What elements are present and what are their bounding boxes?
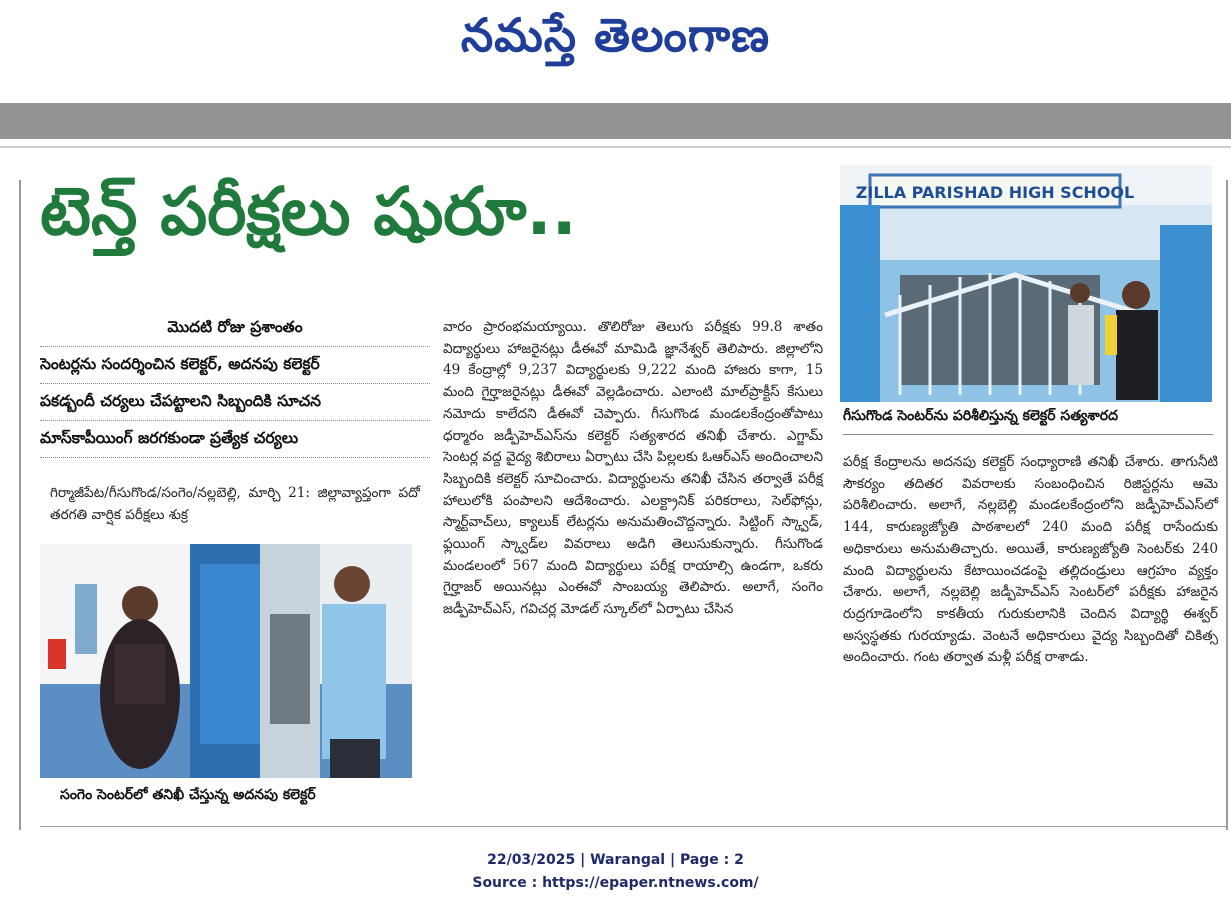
photo-geesugonda-center xyxy=(840,165,1212,402)
subheading: సెంటర్లను సందర్శించిన కలెక్టర్, అదనపు కలెక్టర్ xyxy=(40,347,430,384)
subheading: పకడ్బందీ చర్యలు చేపట్టాలని సిబ్బందికి సూచన xyxy=(40,384,430,421)
article-dateline: గిర్మాజీపేట/గీసుగొండ/సంగెం/నల్లబెల్లి, మార్చి 21: జిల్లావ్యాప్తంగా పదో తరగతి వార్షిక పరీక్షలు శుక్ర xyxy=(50,485,420,523)
photo-illustration xyxy=(40,544,412,778)
subheading: మొదటి రోజు ప్రశాంతం xyxy=(40,310,430,347)
source-link[interactable]: Source : https://epaper.ntnews.com/ xyxy=(472,875,759,891)
article-column: వారం ప్రారంభమయ్యాయి. తొలిరోజు తెలుగు పరీక్షకు 99.8 శాతం విద్యార్థులు హాజరైనట్లు డీఈవో మామిడి జ్ఞానేశ్వర్ తెలిపారు. జిల్లాలోని 49 కేంద్రాల్లో 9,237 విద్యార్థులకు 9,222 మంది హాజరు కాగా, 15 మంది గైర్హాజరైనట్లు డీఈవో వెల్లడించారు. ఎలాంటి మాల్‌ప్రాక్టీస్ కేసులు నమోదు కాలేదని డీఈవో చెప్పారు. గీసుగొండ మండలకేంద్రంతోపాటు ధర్మారం జడ్పీహెచ్ఎస్‌ను కలెక్టర్ సత్యశారద తనిఖీ చేశారు. ఎగ్జామ్ సెంటర్ల వద్ద వైద్య శిబిరాలు ఏర్పాటు చేసి పిల్లలకు ఓఆర్ఎస్ అందించాలని సిబ్బందికి కలెక్టర్ సూచించారు. విద్యార్థులను తనిఖీ చేసిన తర్వాతే పరీక్ష హాలులోకి పంపాలని ఆదేశించారు. ఎలక్ట్రానిక్ పరికరాలు, సెల్‌ఫోన్లు, స్మార్ట్‌వాచ్‌లు, క్యాలుక్ లేటర్లను అనుమతించొద్దన్నారు. సిట్టింగ్ స్క్వాడ్, ఫ్లయింగ్ స్క్వాడ్‌ల వివరాలు అడిగి తెలుసుకున్నారు. గీసుగొండ మండలంలో 567 మంది విద్యార్థులు పరీక్ష రాయాల్సి ఉండగా, ఒకరు గైర్హాజర్ అయినట్లు ఎంఈవో సాంబయ్య తెలిపారు. అలాగే, సంగెం జడ్పీహెచ్ఎస్, గవిచర్ల మోడల్ స్కూల్‌లో ఏర్పాటు చేసిన xyxy=(443,319,823,618)
right-border xyxy=(1226,180,1228,830)
article-column: పరీక్ష కేంద్రాలను అదనపు కలెక్టర్ సంధ్యారాణి తనిఖీ చేశారు. తాగునీటి సౌకర్యం తదితర వివరాలకు సంబంధించిన రిజిస్టర్లను ఆమె పరిశీలించారు. అలాగే, నల్లబెల్లి మండలకేంద్రంలోని జడ్పీహెచ్ఎస్‌లో 144, కారుణ్యజ్యోతి పాఠశాలలో 240 మంది పరీక్ష రాసేందుకు అధికారులు అనుమతిచ్చారు. అయితే, కారుణ్యజ్యోతి సెంటర్‌కు 240 మంది విద్యార్థులను కేటాయించడంపై తల్లిదండ్రులు ఆగ్రహం వ్యక్తం చేశారు. అలాగే, నల్లబెల్లి జడ్పీహెచ్ఎస్ సెంటర్‌లో పరీక్షకు హాజరైన రుద్రగూడెంలోని కాకతీయ గురుకులానికి చెందిన విద్యార్థి ఈశ్వర్ అస్వస్థతకు గురయ్యాడు. వెంటనే అధికారులు వైద్య సిబ్బందితో చికిత్స అందించారు. గంట తర్వాత మళ్లీ పరీక్ష రాశాడు. xyxy=(843,454,1218,666)
article-headline: టెన్త్ పరీక్షలు షురూ.. xyxy=(40,173,577,250)
subheadings xyxy=(40,310,430,458)
left-border xyxy=(19,180,21,830)
subheading: మాస్‌కాపీయింగ్ జరగకుండా ప్రత్యేక చర్యలు xyxy=(40,421,430,458)
photo-sangem-center xyxy=(40,544,412,778)
caption-divider xyxy=(843,434,1213,435)
photo-caption: సంగెం సెంటర్‌లో తనిఖీ చేస్తున్న అదనపు కలెక్టర్ xyxy=(60,787,316,803)
photo-caption: గీసుగొండ సెంటర్‌ను పరిశీలిస్తున్న కలెక్టర్ సత్యశారద xyxy=(843,408,1118,424)
photo-illustration xyxy=(840,165,1212,402)
newspaper-logo: నమస్తే తెలంగాణ xyxy=(460,8,771,62)
bottom-border xyxy=(40,826,1226,827)
header-band xyxy=(0,103,1231,139)
page-info: 22/03/2025 | Warangal | Page : 2 xyxy=(487,852,744,868)
divider xyxy=(0,146,1231,148)
masthead xyxy=(0,0,1231,100)
school-sign-text: ZILLA PARISHAD HIGH SCHOOL xyxy=(855,183,1135,202)
